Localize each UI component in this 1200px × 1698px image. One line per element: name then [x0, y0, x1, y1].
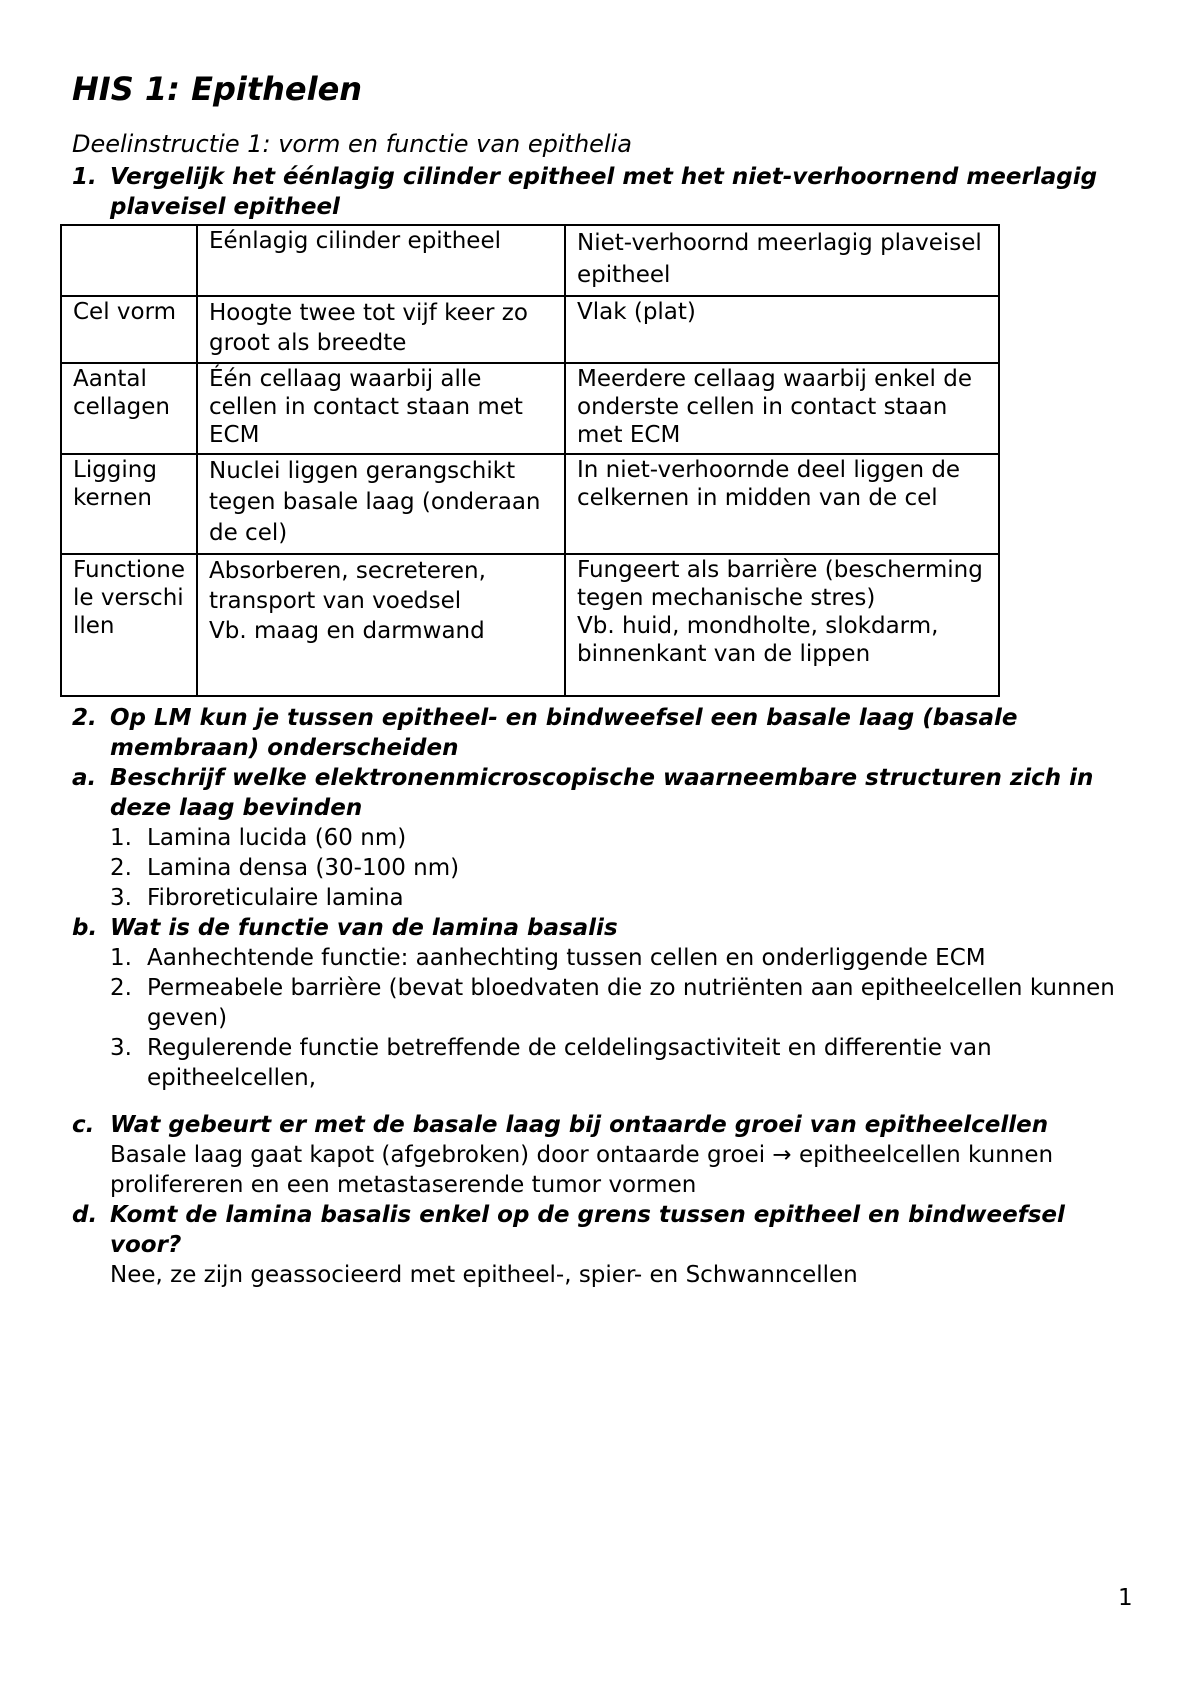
table-header-cell: Niet-verhoornd meerlagig plaveisel epitheel: [565, 225, 999, 296]
question-number: b.: [72, 915, 98, 941]
question-number: d.: [72, 1202, 98, 1228]
question-text: Wat is de functie van de lamina basalis: [110, 915, 618, 941]
question-text: Vergelijk het éénlagig cilinder epitheel met het niet-verhoornend meerlagig plaveisel epitheel: [110, 164, 1098, 220]
list-item: [110, 823, 1130, 853]
question-2d: [72, 1200, 1132, 1260]
table-cell: [565, 554, 999, 696]
table-cell: Één cellaag waarbij alle cellen in contact staan met ECM: [197, 363, 565, 454]
list-item: [110, 943, 1130, 973]
question-1: [72, 162, 1132, 222]
table-header-cell: [61, 225, 197, 296]
table-cell: Cel vorm: [61, 296, 197, 363]
table-cell: Vlak (plat): [565, 296, 999, 363]
question-text: Beschrijf welke elektronenmicroscopische waarneembare structuren zich in deze laag bevinden: [110, 765, 1094, 821]
list-number: 2.: [110, 975, 132, 1001]
page-number: 1: [1118, 1585, 1133, 1611]
table-cell: In niet-verhoornde deel liggen de celkernen in midden van de cel: [565, 454, 999, 554]
list-number: 3.: [110, 885, 132, 911]
table-cell: Functionele verschillen: [61, 554, 197, 696]
table-cell: [197, 554, 565, 696]
question-2: [72, 703, 1132, 763]
table-row: [61, 296, 999, 363]
question-text: Komt de lamina basalis enkel op de grens tussen epitheel en bindweefsel voor?: [110, 1202, 1065, 1258]
table-cell: Meerdere cellaag waarbij enkel de onderste cellen in contact staan met ECM: [565, 363, 999, 454]
cell-example: Vb. huid, mondholte, slokdarm, binnenkant van de lippen: [577, 613, 939, 667]
table-header-row: [61, 225, 999, 296]
question-2b: [72, 913, 1132, 943]
question-2a: [72, 763, 1132, 823]
table-cell: Aantal cellagen: [61, 363, 197, 454]
question-2c: [72, 1110, 1132, 1140]
table-row: [61, 554, 999, 696]
list-text: Lamina densa (30-100 nm): [147, 855, 460, 881]
table-row: [61, 363, 999, 454]
list-text: Permeabele barrière (bevat bloedvaten die zo nutriënten aan epitheelcellen kunnen geven): [147, 975, 1115, 1031]
list-number: 2.: [110, 855, 132, 881]
list-text: Aanhechtende functie: aanhechting tussen cellen en onderliggende ECM: [147, 945, 986, 971]
comparison-table: [60, 224, 1000, 697]
question-text: Op LM kun je tussen epitheel- en bindweefsel een basale laag (basale membraan) onderscheiden: [110, 705, 1018, 761]
table-row: [61, 454, 999, 554]
list-item: [110, 883, 1130, 913]
table-cell: Hoogte twee tot vijf keer zo groot als breedte: [197, 296, 565, 363]
table-header-cell: Eénlagig cilinder epitheel: [197, 225, 565, 296]
table-cell: Ligging kernen: [61, 454, 197, 554]
question-number: c.: [72, 1112, 95, 1138]
answer-text: Basale laag gaat kapot (afgebroken) door ontaarde groei → epitheelcellen kunnen prolifereren en een metastaserende tumor vormen: [110, 1142, 1054, 1198]
cell-example: Vb. maag en darmwand: [209, 618, 485, 644]
list-number: 3.: [110, 1035, 132, 1061]
list-item: [110, 853, 1130, 883]
table-cell: Nuclei liggen gerangschikt tegen basale laag (onderaan de cel): [197, 454, 565, 554]
list-item: [110, 1033, 1130, 1093]
list-text: Fibroreticulaire lamina: [147, 885, 404, 911]
list-item: [110, 973, 1130, 1033]
list-number: 1.: [110, 945, 132, 971]
question-number: 2.: [72, 705, 97, 731]
question-text: Wat gebeurt er met de basale laag bij ontaarde groei van epitheelcellen: [110, 1112, 1049, 1138]
cell-text: Fungeert als barrière (bescherming tegen mechanische stres): [577, 557, 983, 611]
answer-text: Nee, ze zijn geassocieerd met epitheel-, spier- en Schwanncellen: [110, 1262, 858, 1288]
page-title: HIS 1: Epithelen: [72, 70, 363, 108]
list-text: Regulerende functie betreffende de celdelingsactiviteit en differentie van epitheelcellen,: [147, 1035, 992, 1091]
question-number: a.: [72, 765, 97, 791]
question-number: 1.: [72, 164, 97, 190]
cell-text: Absorberen, secreteren, transport van voedsel: [209, 558, 486, 614]
list-text: Lamina lucida (60 nm): [147, 825, 407, 851]
subtitle: Deelinstructie 1: vorm en functie van epithelia: [72, 130, 632, 158]
list-number: 1.: [110, 825, 132, 851]
